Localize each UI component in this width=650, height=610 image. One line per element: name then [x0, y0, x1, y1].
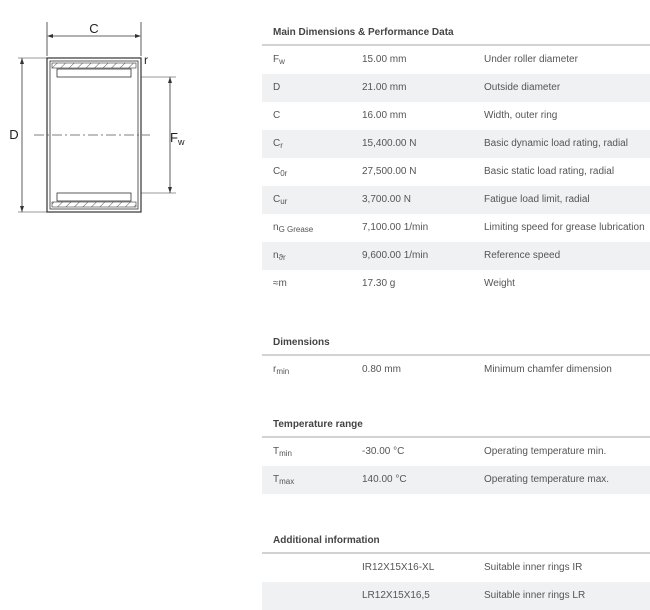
value-cell: 140.00 °C [362, 474, 407, 485]
table-row [262, 582, 650, 610]
value-cell: 0.80 mm [362, 364, 401, 375]
description-cell: Operating temperature min. [484, 446, 607, 457]
dimensions-section [262, 332, 650, 384]
value-cell: 7,100.00 1/min [362, 222, 429, 233]
value-cell: 9,600.00 1/min [362, 250, 429, 261]
bearing-cross-section [0, 18, 210, 218]
symbol: C [273, 166, 281, 177]
description-cell: Reference speed [484, 250, 561, 261]
symbol-cell [262, 582, 362, 610]
table-row [262, 356, 650, 384]
symbol: n [273, 250, 279, 261]
value-cell: 16.00 mm [362, 110, 407, 121]
description-cell: Under roller diameter [484, 54, 578, 65]
value-cell: IR12X15X16-XL [362, 562, 435, 573]
temperature-range-section [262, 414, 650, 494]
c-arrow-right [135, 34, 141, 38]
table-row [262, 438, 650, 466]
additional-information-section [262, 530, 650, 610]
symbol-cell [262, 356, 362, 384]
symbol-cell [262, 158, 362, 186]
section-title: Temperature range [262, 414, 650, 438]
description-cell: Fatigue load limit, radial [484, 194, 590, 205]
description-cell: Suitable inner rings LR [484, 590, 586, 601]
d-label: D [9, 127, 19, 142]
d-arrow-top [20, 58, 24, 64]
value-cell: LR12X15X16,5 [362, 590, 430, 601]
symbol: D [273, 82, 281, 93]
symbol: C [273, 138, 281, 149]
symbol-cell [262, 130, 362, 158]
value-cell: 3,700.00 N [362, 194, 411, 205]
fw-label: $F_w$ [170, 130, 185, 147]
symbol-cell [262, 74, 362, 102]
d-arrow-bottom [20, 206, 24, 212]
symbol-cell [262, 438, 362, 466]
symbol: T [273, 474, 280, 485]
value-cell: -30.00 °C [362, 446, 405, 457]
section-title: Main Dimensions & Performance Data [262, 22, 650, 46]
description-cell: Width, outer ring [484, 110, 558, 121]
value-cell: 17.30 g [362, 278, 396, 289]
section-spacer [262, 494, 650, 530]
symbol-subscript: w [279, 57, 285, 66]
symbol-subscript: ur [280, 197, 288, 206]
bottom-roller [57, 193, 131, 201]
section-title: Dimensions [262, 332, 650, 356]
description-cell: Basic static load rating, radial [484, 166, 615, 177]
symbol-subscript: min [276, 367, 290, 376]
symbol: T [273, 446, 280, 457]
fw-arrow-bottom [168, 187, 172, 193]
fw-arrow-top [168, 77, 172, 83]
symbol-cell [262, 466, 362, 494]
symbol: n [273, 222, 279, 233]
symbol-cell [262, 270, 362, 298]
symbol-subscript: min [279, 449, 292, 458]
description-cell: Outside diameter [484, 82, 561, 93]
value-cell: 21.00 mm [362, 82, 407, 93]
table-row [262, 102, 650, 130]
c-arrow-left [47, 34, 53, 38]
symbol: F [273, 54, 280, 65]
section-spacer [262, 298, 650, 332]
c-label: C [89, 21, 99, 36]
top-roller [57, 69, 131, 77]
symbol: r [273, 364, 277, 375]
specification-tables [262, 22, 650, 610]
value-cell: 15.00 mm [362, 54, 407, 65]
symbol-cell [262, 214, 362, 242]
symbol-subscript: 0r [280, 169, 288, 178]
symbol-subscript: G Grease [278, 225, 314, 234]
description-cell: Limiting speed for grease lubrication [484, 222, 645, 233]
table-row [262, 158, 650, 186]
r-label: r [144, 53, 148, 67]
value-cell: 15,400.00 N [362, 138, 417, 149]
main-dimensions-section [262, 22, 650, 298]
description-cell: Minimum chamfer dimension [484, 364, 612, 375]
bottom-hatch [52, 202, 136, 207]
symbol-cell [262, 46, 362, 74]
description-cell: Operating temperature max. [484, 474, 610, 485]
symbol-cell [262, 102, 362, 130]
symbol-subscript: max [279, 477, 295, 486]
symbol: C [273, 194, 281, 205]
description-cell: Basic dynamic load rating, radial [484, 138, 628, 149]
symbol-cell [262, 242, 362, 270]
table-row [262, 242, 650, 270]
symbol-subscript: r [280, 141, 283, 150]
section-title: Additional information [262, 530, 650, 554]
table-row [262, 46, 650, 74]
table-row [262, 214, 650, 242]
table-row [262, 130, 650, 158]
description-cell: Suitable inner rings IR [484, 562, 583, 573]
value-cell: 27,500.00 N [362, 166, 417, 177]
symbol-subscript: ϑr [278, 253, 286, 262]
table-row [262, 270, 650, 298]
symbol: ≈m [273, 278, 287, 289]
description-cell: Weight [484, 278, 515, 289]
top-hatch [52, 63, 136, 68]
symbol-cell [262, 186, 362, 214]
section-spacer [262, 384, 650, 414]
table-row [262, 74, 650, 102]
table-row [262, 554, 650, 582]
bearing-drawing [0, 18, 210, 218]
table-row [262, 186, 650, 214]
table-row [262, 466, 650, 494]
symbol-cell [262, 554, 362, 582]
symbol: C [273, 110, 281, 121]
